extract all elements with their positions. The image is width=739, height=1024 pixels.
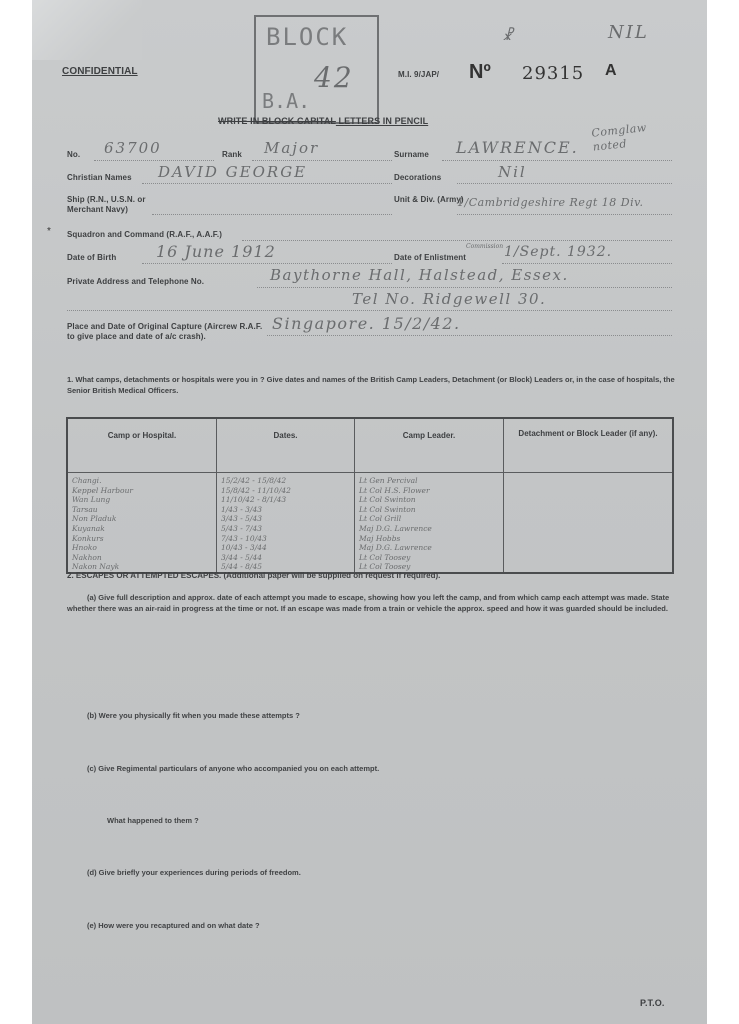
- decorations-label: Decorations: [394, 173, 442, 182]
- rank-value: Major: [264, 139, 320, 157]
- leader-entry: Lt Col Swinton: [359, 504, 416, 514]
- pencil-instruction: [218, 116, 428, 126]
- dates-column: [217, 473, 355, 573]
- serial-number: 29315: [522, 63, 585, 84]
- stamp-block-text: BLOCK: [266, 23, 349, 51]
- unit-label: Unit & Div. (Army): [394, 195, 464, 204]
- no-value: 63700: [104, 139, 162, 157]
- stamp-number: 42: [314, 61, 354, 94]
- camp-entry: Non Pladuk: [72, 514, 117, 524]
- asterisk-mark: *: [47, 226, 51, 237]
- leader-entry: Maj D.G. Lawrence: [359, 523, 432, 533]
- leader-entry: Lt Col Toosey: [359, 562, 411, 572]
- camps-table-row: [67, 473, 673, 573]
- leader-entry: Maj Hobbs: [359, 533, 401, 543]
- leader-entry: Lt Col Grill: [359, 514, 402, 524]
- date-entry: 15/8/42 - 11/10/42: [221, 485, 291, 495]
- header-camp: Camp or Hospital.: [67, 418, 217, 473]
- camp-entry: Wan Lung: [72, 495, 111, 505]
- nil-note: NIL: [608, 22, 649, 43]
- camp-entry: Tarsau: [72, 504, 98, 514]
- block-stamp: [254, 15, 379, 124]
- leader-entry: Lt Col Toosey: [359, 552, 411, 562]
- enlistment-note: Commission: [466, 243, 504, 250]
- serial-letter: A: [605, 62, 617, 79]
- leader-entry: Maj D.G. Lawrence: [359, 543, 432, 553]
- capture-value: Singapore. 15/2/42.: [272, 314, 461, 333]
- date-entry: 7/43 - 10/43: [221, 533, 267, 543]
- camp-entry: Nakhon: [72, 552, 102, 562]
- folded-corner: [32, 0, 142, 60]
- capture-label: Place and Date of Original Capture (Aircrew R.A.F. to give place and date of a/c crash).: [67, 322, 263, 341]
- unit-value: 1/Cambridgeshire Regt 18 Div.: [457, 196, 644, 209]
- date-entry: 5/43 - 7/43: [221, 523, 262, 533]
- address-value: Baythorne Hall, Halstead, Essex.: [270, 266, 569, 284]
- camps-column: [67, 473, 217, 573]
- camp-entry: Hnoko: [72, 543, 97, 553]
- camp-entry: Kuyanak: [72, 523, 105, 533]
- number-symbol: Nº: [469, 61, 491, 83]
- question-2a: (a) Give full description and approx. date of each attempt you made to escape, showing how you left the camp, and from which camp each attempt was made. State whether there was an air-raid in progress at the time or not. If an escape was made from a train or vehicle the approx. speed and how it was guarded should be included.: [67, 593, 670, 613]
- ship-label: Ship (R.N., U.S.N. or Merchant Navy): [67, 195, 146, 214]
- instruction-rest: LETTERS IN PENCIL: [335, 116, 429, 126]
- christian-names-value: DAVID GEORGE: [158, 163, 308, 181]
- question-2c-followup: What happened to them ?: [107, 816, 199, 825]
- dob-label: Date of Birth: [67, 253, 117, 262]
- stamp-ba: B.A.: [262, 89, 311, 113]
- date-entry: 10/43 - 3/44: [221, 543, 267, 553]
- date-entry: 5/44 - 8/45: [221, 562, 262, 572]
- date-entry: 11/10/42 - 8/1/43: [221, 495, 287, 505]
- date-entry: 3/43 - 5/43: [221, 514, 262, 524]
- surname-label: Surname: [394, 150, 429, 159]
- question-2c: (c) Give Regimental particulars of anyone who accompanied you on each attempt.: [87, 764, 380, 773]
- camps-table-header: [67, 418, 673, 473]
- camp-entry: Konkurs: [72, 533, 104, 543]
- instruction-struck: WRITE IN BLOCK CAPITAL: [218, 116, 336, 126]
- header-dates: Dates.: [217, 418, 355, 473]
- dob-value: 16 June 1912: [156, 242, 276, 261]
- date-entry: 15/2/42 - 15/8/42: [221, 476, 287, 485]
- date-entry: 3/44 - 5/44: [221, 552, 262, 562]
- detachment-column: [504, 473, 674, 573]
- question-1-text: 1. What camps, detachments or hospitals were you in ? Give dates and names of the British Camp Leaders, Detachment (or Block) Leaders or, in the case of hospitals, the Senior British Medical Officers.: [67, 375, 675, 395]
- telephone-value: Tel No. Ridgewell 30.: [352, 290, 547, 308]
- header-camp-leader: Camp Leader.: [355, 418, 504, 473]
- enlistment-value: 1/Sept. 1932.: [504, 244, 613, 260]
- surname-note: Comglaw noted: [590, 120, 648, 154]
- question-2-title: 2. ESCAPES OR ATTEMPTED ESCAPES. (Additional paper will be supplied on request if required).: [67, 571, 441, 580]
- confidential-label: CONFIDENTIAL: [62, 66, 138, 77]
- address-label: Private Address and Telephone No.: [67, 277, 205, 286]
- leader-entry: Lt Col Swinton: [359, 495, 416, 505]
- camp-entry: Nakon Nayk: [72, 562, 120, 572]
- question-2e: (e) How were you recaptured and on what date ?: [87, 921, 260, 930]
- christian-names-label: Christian Names: [67, 173, 132, 182]
- squadron-label: Squadron and Command (R.A.F., A.A.F.): [67, 230, 222, 239]
- decorations-value: Nil: [498, 163, 527, 181]
- camps-table: [66, 417, 674, 574]
- camp-entry: Keppel Harbour: [72, 485, 133, 495]
- date-entry: 1/43 - 3/43: [221, 504, 262, 514]
- no-label: No.: [67, 150, 81, 159]
- question-2b: (b) Were you physically fit when you made these attempts ?: [87, 711, 300, 720]
- surname-value: LAWRENCE.: [456, 138, 579, 157]
- pto-label: P.T.O.: [640, 998, 665, 1008]
- question-2d: (d) Give briefly your experiences during periods of freedom.: [87, 868, 301, 877]
- leader-entry: Lt Col H.S. Flower: [359, 485, 430, 495]
- leader-entry: Lt Gen Percival: [359, 476, 418, 485]
- enlistment-label: Date of Enlistment: [394, 253, 467, 262]
- camp-entry: Changi.: [72, 476, 102, 485]
- form-page: [32, 0, 707, 1024]
- form-reference: M.I. 9/JAP/: [398, 70, 440, 79]
- rank-label: Rank: [222, 150, 242, 159]
- corner-mark: ☧: [502, 28, 515, 44]
- header-detachment-leader: Detachment or Block Leader (if any).: [504, 418, 674, 473]
- leaders-column: [355, 473, 504, 573]
